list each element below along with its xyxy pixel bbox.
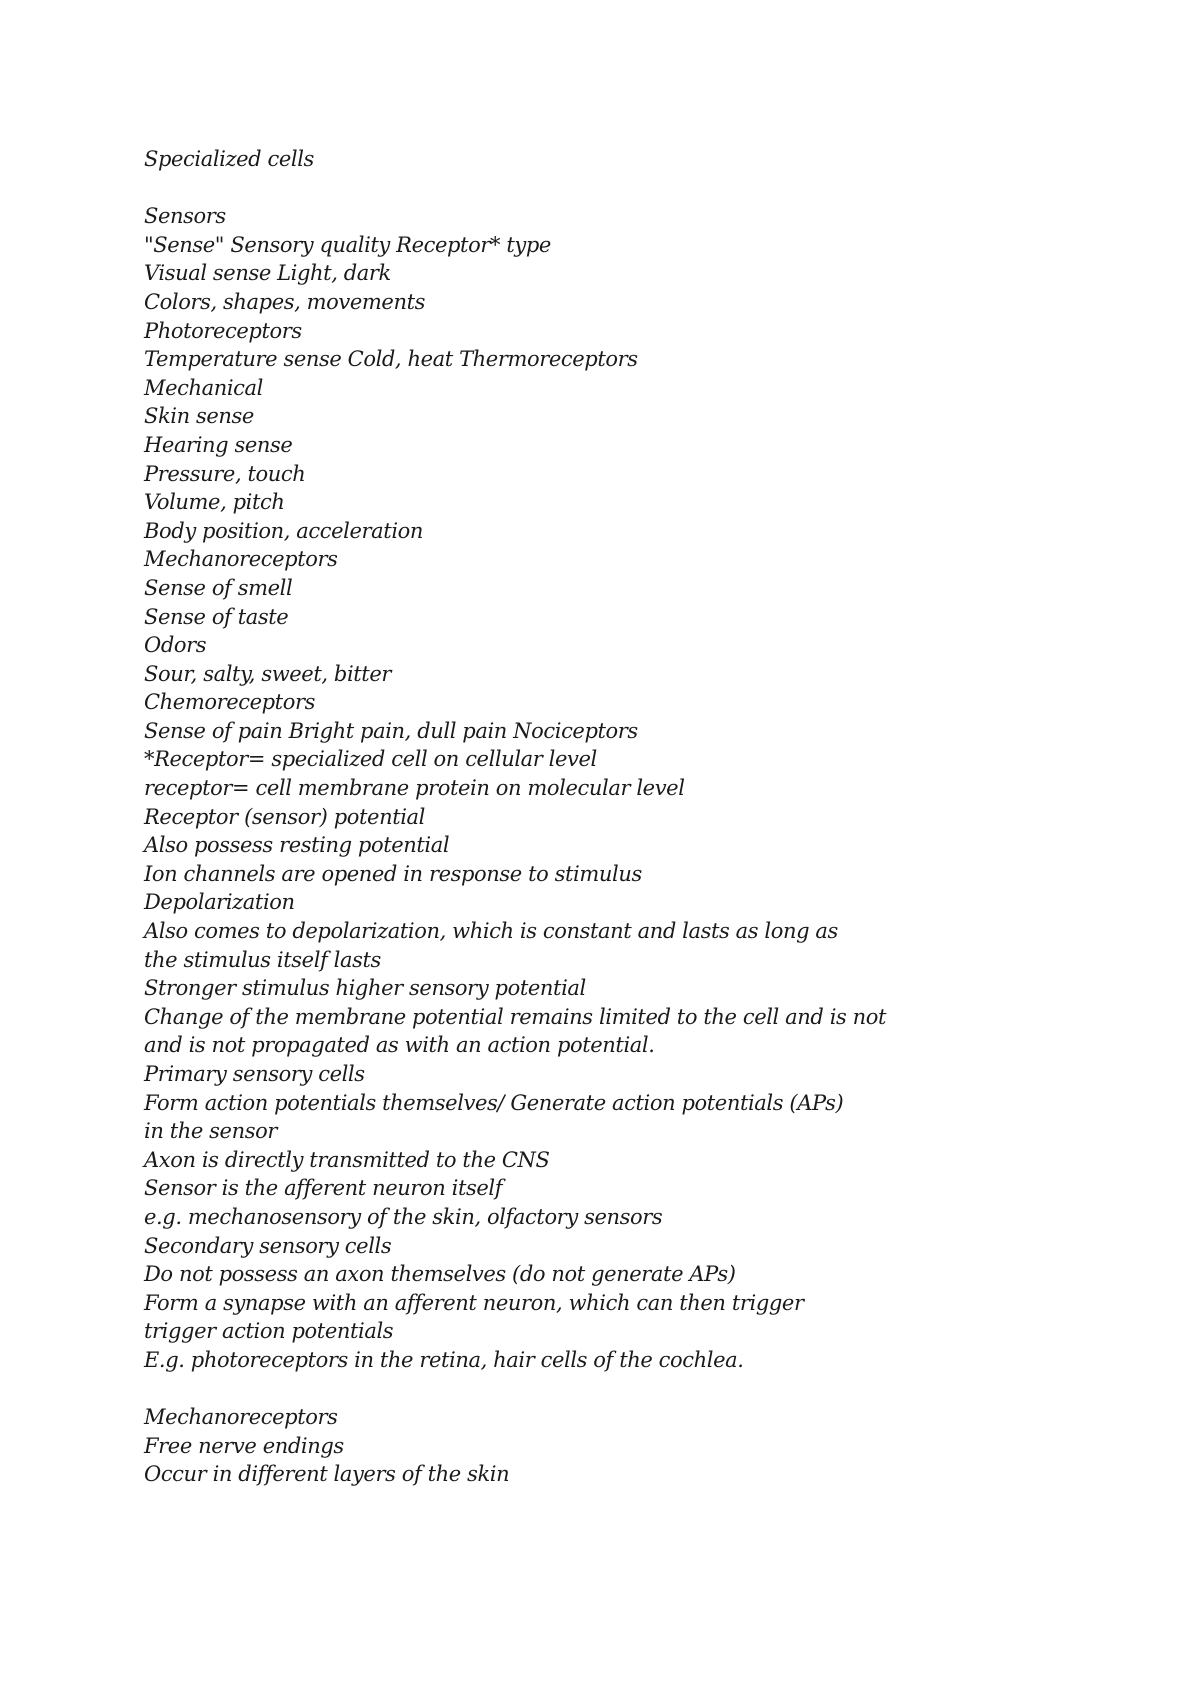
text-line: Free nerve endings [144, 1433, 344, 1458]
text-line: Stronger stimulus higher sensory potential [144, 976, 586, 1001]
text-line: Pressure, touch [144, 461, 306, 486]
section-sensors [144, 202, 1044, 1374]
text-line: Body position, acceleration [144, 518, 424, 543]
paragraph-gap [144, 1375, 1044, 1404]
text-line: Do not possess an axon themselves (do not generate APs) [144, 1262, 736, 1287]
text-line: Axon is directly transmitted to the CNS [144, 1147, 550, 1172]
text-line: Secondary sensory cells [144, 1233, 392, 1258]
text-line: Form a synapse with an afferent neuron, which can then trigger [144, 1290, 804, 1315]
text-line: Mechanoreceptors [144, 547, 338, 572]
text-line: Mechanical [144, 375, 263, 400]
text-line: trigger action potentials [144, 1319, 394, 1344]
text-line: Sour, salty, sweet, bitter [144, 661, 392, 686]
text-line: Mechanoreceptors [144, 1405, 338, 1430]
text-line: in the sensor [144, 1119, 277, 1144]
text-line: Sensors [144, 204, 226, 229]
text-line: and is not propagated as with an action potential. [144, 1033, 655, 1058]
text-line: Temperature sense Cold, heat Thermoreceptors [144, 347, 638, 372]
text-line: Hearing sense [144, 432, 293, 457]
text-line: Ion channels are opened in response to stimulus [144, 861, 642, 886]
text-line: *Receptor= specialized cell on cellular level [144, 747, 597, 772]
text-line: Photoreceptors [144, 318, 302, 343]
text-line: Sense of smell [144, 575, 293, 600]
section-title: Specialized cells [144, 147, 314, 171]
text-line: Form action potentials themselves/ Generate action potentials (APs) [144, 1090, 844, 1115]
text-line: Sense of pain Bright pain, dull pain Nociceptors [144, 718, 638, 743]
text-line: Volume, pitch [144, 490, 285, 515]
text-line: Sensor is the afferent neuron itself [144, 1176, 503, 1201]
text-line: Change of the membrane potential remains limited to the cell and is not [144, 1004, 887, 1029]
text-line: Odors [144, 633, 207, 658]
text-line: Visual sense Light, dark [144, 261, 391, 286]
text-line: Primary sensory cells [144, 1062, 365, 1086]
text-line: Occur in different layers of the skin [144, 1462, 510, 1487]
text-line: Also comes to depolarization, which is constant and lasts as long as [144, 919, 838, 944]
text-line: Sense of taste [144, 604, 289, 629]
paragraph-gap [144, 174, 1044, 203]
text-line: the stimulus itself lasts [144, 947, 381, 972]
document-body [144, 145, 1044, 1489]
section-mechanoreceptors [144, 1403, 1044, 1489]
text-line: Colors, shapes, movements [144, 289, 425, 314]
text-line: "Sense" Sensory quality Receptor* type [144, 232, 551, 257]
text-line: receptor= cell membrane protein on molecular level [144, 776, 685, 801]
text-line: Skin sense [144, 404, 254, 429]
text-line: Also possess resting potential [144, 833, 450, 858]
text-line: Depolarization [144, 890, 295, 915]
text-line: Receptor (sensor) potential [144, 804, 425, 829]
text-line: E.g. photoreceptors in the retina, hair cells of the cochlea. [144, 1347, 744, 1372]
text-line: e.g. mechanosensory of the skin, olfactory sensors [144, 1204, 663, 1229]
text-line: Chemoreceptors [144, 690, 315, 715]
